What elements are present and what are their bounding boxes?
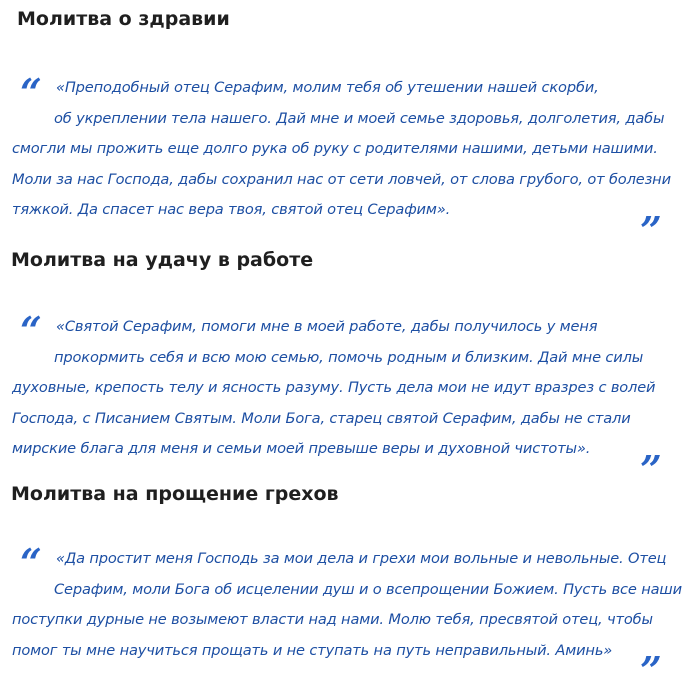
prayer-line: помог ты мне научиться прощать и не ступать на путь неправильный. Аминь» bbox=[12, 641, 613, 659]
close-quote-icon: ” bbox=[640, 648, 659, 693]
open-quote-icon: “ bbox=[20, 540, 39, 585]
prayer-line: об укреплении тела нашего. Дай мне и моей семье здоровья, долголетия, дабы bbox=[54, 109, 665, 127]
prayer-text bbox=[12, 308, 656, 465]
section-title: Молитва на удачу в работе bbox=[11, 249, 314, 271]
prayer-line: Моли за нас Господа, дабы сохранил нас от сети ловчей, от слова грубого, от болезни bbox=[12, 170, 671, 188]
open-quote-icon: “ bbox=[20, 70, 39, 115]
close-quote-icon: ” bbox=[640, 208, 659, 253]
prayer-line: Господа, с Писанием Святым. Моли Бога, старец святой Серафим, дабы не стали bbox=[12, 409, 631, 427]
section-title: Молитва о здравии bbox=[17, 8, 230, 30]
prayer-line: «Святой Серафим, помоги мне в моей работе, дабы получилось у меня bbox=[56, 318, 598, 335]
prayer-line: смогли мы прожить еще долго рука об руку с родителями нашими, детьми нашими. bbox=[12, 140, 658, 158]
prayer-line: Серафим, моли Бога об исцелении душ и о всепрощении Божием. Пусть все наши bbox=[54, 580, 682, 598]
prayer-text bbox=[12, 70, 671, 226]
prayer-line: мирские блага для меня и семьи моей превыше веры и духовной чистоты». bbox=[12, 440, 591, 458]
prayer-line: духовные, крепость телу и ясность разуму. Пусть дела мои не идут вразрез с волей bbox=[12, 379, 656, 397]
prayer-line: тяжкой. Да спасет нас вера твоя, святой отец Серафим». bbox=[12, 201, 451, 219]
close-quote-icon: ” bbox=[640, 447, 659, 492]
prayer-text bbox=[12, 540, 682, 666]
section-title: Молитва на прощение грехов bbox=[11, 483, 339, 505]
prayer-line: поступки дурные не возымеют власти над нами. Молю тебя, пресвятой отец, чтобы bbox=[12, 611, 653, 629]
prayer-line: «Да простит меня Господь за мои дела и грехи мои вольные и невольные. Отец bbox=[56, 550, 667, 567]
prayer-line: прокормить себя и всю мою семью, помочь родным и близким. Дай мне силы bbox=[54, 348, 644, 366]
prayer-line: «Преподобный отец Серафим, молим тебя об утешении нашей скорби, bbox=[56, 79, 599, 96]
open-quote-icon: “ bbox=[20, 308, 39, 353]
